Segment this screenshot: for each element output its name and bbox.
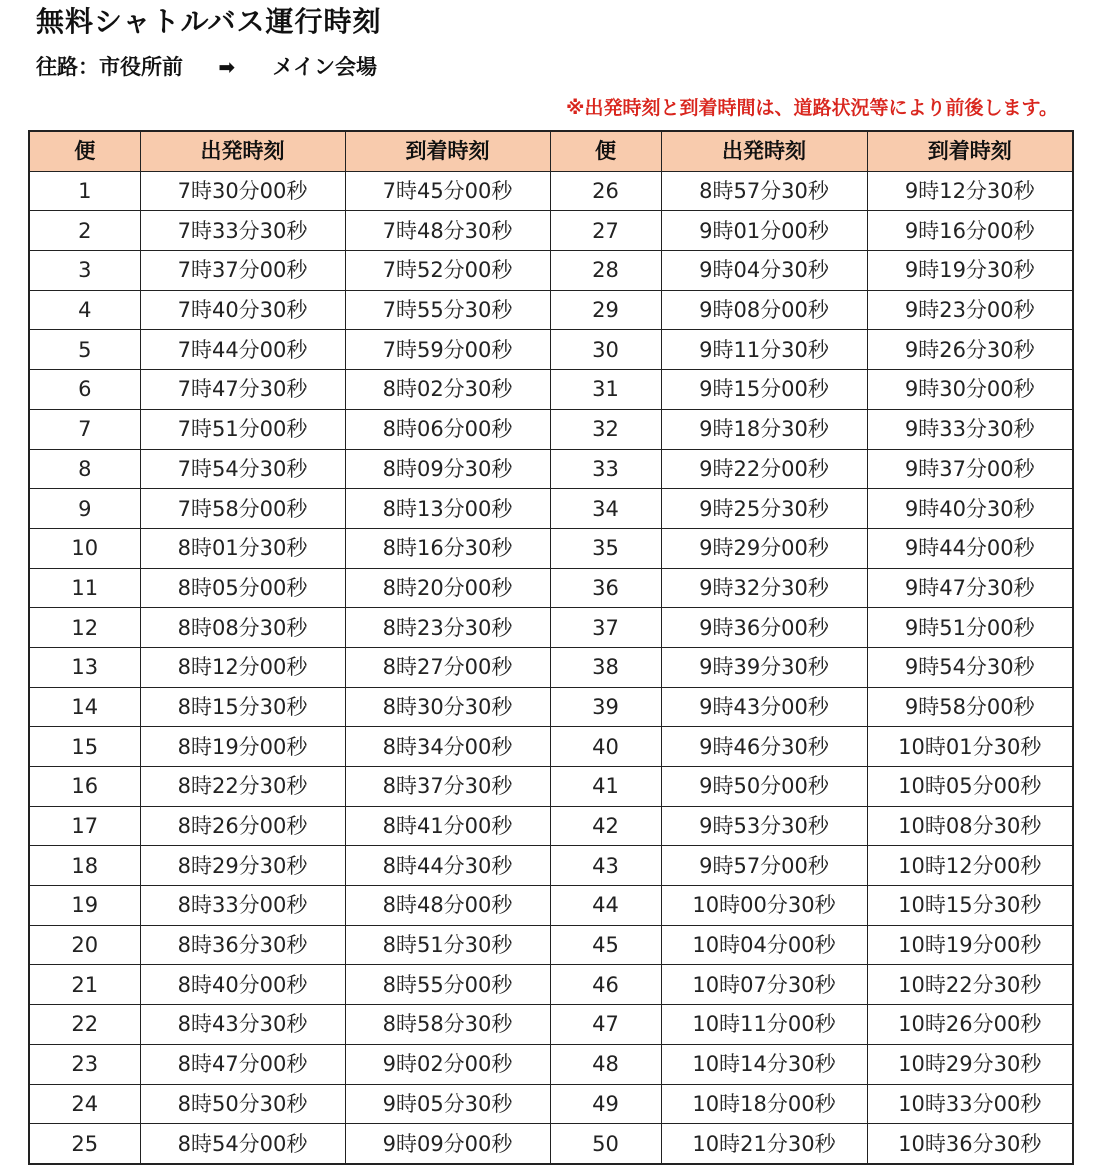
departure-time-cell: 9時46分30秒 [661,727,867,767]
arrival-time-cell: 9時40分30秒 [867,489,1073,529]
arrival-time-cell: 9時33分30秒 [867,409,1073,449]
departure-time-cell: 10時14分30秒 [661,1044,867,1084]
table-row [29,1084,1073,1124]
table-row [29,211,1073,251]
arrival-time-cell: 9時44分00秒 [867,528,1073,568]
trip-number-cell: 47 [550,1005,661,1045]
departure-time-cell: 8時54分00秒 [140,1124,345,1164]
arrival-time-cell: 9時54分30秒 [867,647,1073,687]
arrival-time-cell: 8時41分00秒 [345,806,550,846]
arrival-time-cell: 7時55分30秒 [345,290,550,330]
departure-time-cell: 10時18分00秒 [661,1084,867,1124]
trip-number-cell: 38 [550,647,661,687]
departure-time-cell: 9時11分30秒 [661,330,867,370]
table-row [29,1124,1073,1164]
arrival-time-cell: 8時44分30秒 [345,846,550,886]
arrival-time-cell: 8時30分30秒 [345,687,550,727]
arrival-time-cell: 9時19分30秒 [867,251,1073,291]
departure-time-cell: 7時51分00秒 [140,409,345,449]
trip-number-cell: 35 [550,528,661,568]
departure-time-cell: 7時40分30秒 [140,290,345,330]
departure-time-cell: 8時50分30秒 [140,1084,345,1124]
arrival-time-cell: 9時05分30秒 [345,1084,550,1124]
arrival-time-cell: 9時37分00秒 [867,449,1073,489]
page-title: 無料シャトルバス運行時刻 [36,5,382,38]
trip-number-cell: 3 [29,251,140,291]
trip-number-cell: 44 [550,886,661,926]
arrival-time-cell: 8時34分00秒 [345,727,550,767]
trip-number-cell: 8 [29,449,140,489]
table-row [29,1005,1073,1045]
departure-time-cell: 8時01分30秒 [140,528,345,568]
arrival-time-cell: 8時37分30秒 [345,767,550,807]
col-header-arrival: 到着時刻 [345,131,550,171]
table-row [29,846,1073,886]
arrival-time-cell: 9時58分00秒 [867,687,1073,727]
trip-number-cell: 31 [550,370,661,410]
departure-time-cell: 9時15分00秒 [661,370,867,410]
departure-time-cell: 9時43分00秒 [661,687,867,727]
departure-time-cell: 9時32分30秒 [661,568,867,608]
trip-number-cell: 32 [550,409,661,449]
col-header-trip-number: 便 [550,131,661,171]
table-row [29,925,1073,965]
arrival-time-cell: 10時33分00秒 [867,1084,1073,1124]
table-row [29,290,1073,330]
trip-number-cell: 34 [550,489,661,529]
trip-number-cell: 29 [550,290,661,330]
departure-time-cell: 8時29分30秒 [140,846,345,886]
departure-time-cell: 8時33分00秒 [140,886,345,926]
trip-number-cell: 27 [550,211,661,251]
trip-number-cell: 15 [29,727,140,767]
arrival-time-cell: 9時16分00秒 [867,211,1073,251]
arrival-time-cell: 9時02分00秒 [345,1044,550,1084]
trip-number-cell: 41 [550,767,661,807]
trip-number-cell: 42 [550,806,661,846]
table-row [29,370,1073,410]
arrival-time-cell: 8時51分30秒 [345,925,550,965]
arrival-time-cell: 10時26分00秒 [867,1005,1073,1045]
table-row [29,608,1073,648]
arrival-time-cell: 7時48分30秒 [345,211,550,251]
col-header-trip-number: 便 [29,131,140,171]
table-row [29,687,1073,727]
table-row [29,251,1073,291]
table-row [29,886,1073,926]
arrival-time-cell: 8時16分30秒 [345,528,550,568]
trip-number-cell: 43 [550,846,661,886]
notice-text: ※出発時刻と到着時間は、道路状況等により前後します。 [566,97,1058,119]
arrival-time-cell: 9時51分00秒 [867,608,1073,648]
departure-time-cell: 9時25分30秒 [661,489,867,529]
trip-number-cell: 46 [550,965,661,1005]
table-row [29,528,1073,568]
arrival-time-cell: 10時15分30秒 [867,886,1073,926]
departure-time-cell: 8時43分30秒 [140,1005,345,1045]
trip-number-cell: 17 [29,806,140,846]
arrival-time-cell: 9時12分30秒 [867,171,1073,211]
trip-number-cell: 10 [29,528,140,568]
route-destination: メイン会場 [272,55,377,79]
arrival-time-cell: 7時52分00秒 [345,251,550,291]
trip-number-cell: 28 [550,251,661,291]
departure-time-cell: 8時22分30秒 [140,767,345,807]
table-header-row [29,131,1073,171]
trip-number-cell: 5 [29,330,140,370]
trip-number-cell: 21 [29,965,140,1005]
arrival-time-cell: 7時45分00秒 [345,171,550,211]
table-row [29,727,1073,767]
arrival-time-cell: 8時27分00秒 [345,647,550,687]
departure-time-cell: 10時04分00秒 [661,925,867,965]
departure-time-cell: 7時47分30秒 [140,370,345,410]
departure-time-cell: 8時05分00秒 [140,568,345,608]
departure-time-cell: 9時08分00秒 [661,290,867,330]
departure-time-cell: 9時01分00秒 [661,211,867,251]
arrival-time-cell: 8時58分30秒 [345,1005,550,1045]
departure-time-cell: 8時57分30秒 [661,171,867,211]
arrival-time-cell: 7時59分00秒 [345,330,550,370]
departure-time-cell: 8時12分00秒 [140,647,345,687]
departure-time-cell: 9時50分00秒 [661,767,867,807]
departure-time-cell: 10時00分30秒 [661,886,867,926]
arrival-time-cell: 9時30分00秒 [867,370,1073,410]
table-row [29,1044,1073,1084]
departure-time-cell: 9時22分00秒 [661,449,867,489]
departure-time-cell: 7時30分00秒 [140,171,345,211]
departure-time-cell: 7時58分00秒 [140,489,345,529]
route-line [36,50,377,84]
trip-number-cell: 36 [550,568,661,608]
col-header-departure: 出発時刻 [140,131,345,171]
departure-time-cell: 8時15分30秒 [140,687,345,727]
table-row [29,489,1073,529]
arrival-time-cell: 9時26分30秒 [867,330,1073,370]
departure-time-cell: 8時19分00秒 [140,727,345,767]
departure-time-cell: 9時04分30秒 [661,251,867,291]
arrival-time-cell: 8時13分00秒 [345,489,550,529]
trip-number-cell: 18 [29,846,140,886]
trip-number-cell: 50 [550,1124,661,1164]
departure-time-cell: 9時39分30秒 [661,647,867,687]
arrival-time-cell: 8時02分30秒 [345,370,550,410]
arrival-time-cell: 8時48分00秒 [345,886,550,926]
departure-time-cell: 8時08分30秒 [140,608,345,648]
arrival-time-cell: 10時36分30秒 [867,1124,1073,1164]
departure-time-cell: 8時40分00秒 [140,965,345,1005]
trip-number-cell: 19 [29,886,140,926]
table-row [29,330,1073,370]
arrival-time-cell: 8時09分30秒 [345,449,550,489]
departure-time-cell: 7時54分30秒 [140,449,345,489]
departure-time-cell: 8時26分00秒 [140,806,345,846]
trip-number-cell: 48 [550,1044,661,1084]
arrival-time-cell: 10時22分30秒 [867,965,1073,1005]
arrival-time-cell: 10時08分30秒 [867,806,1073,846]
trip-number-cell: 30 [550,330,661,370]
table-row [29,568,1073,608]
departure-time-cell: 10時07分30秒 [661,965,867,1005]
arrival-time-cell: 10時12分00秒 [867,846,1073,886]
trip-number-cell: 13 [29,647,140,687]
table-row [29,647,1073,687]
trip-number-cell: 9 [29,489,140,529]
departure-time-cell: 10時21分30秒 [661,1124,867,1164]
right-arrow-icon: ➡ [218,55,236,79]
trip-number-cell: 12 [29,608,140,648]
col-header-arrival: 到着時刻 [867,131,1073,171]
arrival-time-cell: 9時09分00秒 [345,1124,550,1164]
arrival-time-cell: 10時29分30秒 [867,1044,1073,1084]
trip-number-cell: 39 [550,687,661,727]
trip-number-cell: 23 [29,1044,140,1084]
trip-number-cell: 14 [29,687,140,727]
trip-number-cell: 24 [29,1084,140,1124]
route-origin-label: 往路：市役所前 [36,55,183,79]
trip-number-cell: 33 [550,449,661,489]
arrival-time-cell: 10時01分30秒 [867,727,1073,767]
table-row [29,171,1073,211]
arrival-time-cell: 9時47分30秒 [867,568,1073,608]
trip-number-cell: 1 [29,171,140,211]
arrival-time-cell: 8時23分30秒 [345,608,550,648]
table-row [29,806,1073,846]
arrival-time-cell: 10時05分00秒 [867,767,1073,807]
trip-number-cell: 20 [29,925,140,965]
trip-number-cell: 16 [29,767,140,807]
arrival-time-cell: 10時19分00秒 [867,925,1073,965]
trip-number-cell: 49 [550,1084,661,1124]
trip-number-cell: 7 [29,409,140,449]
trip-number-cell: 45 [550,925,661,965]
trip-number-cell: 4 [29,290,140,330]
arrival-time-cell: 9時23分00秒 [867,290,1073,330]
trip-number-cell: 6 [29,370,140,410]
timetable-body [29,171,1073,1164]
departure-time-cell: 7時44分00秒 [140,330,345,370]
arrival-time-cell: 8時06分00秒 [345,409,550,449]
departure-time-cell: 7時37分00秒 [140,251,345,291]
arrival-time-cell: 8時55分00秒 [345,965,550,1005]
arrival-time-cell: 8時20分00秒 [345,568,550,608]
departure-time-cell: 9時53分30秒 [661,806,867,846]
trip-number-cell: 37 [550,608,661,648]
table-row [29,965,1073,1005]
trip-number-cell: 26 [550,171,661,211]
departure-time-cell: 9時18分30秒 [661,409,867,449]
col-header-departure: 出発時刻 [661,131,867,171]
trip-number-cell: 40 [550,727,661,767]
timetable [28,130,1074,1165]
table-row [29,409,1073,449]
departure-time-cell: 9時57分00秒 [661,846,867,886]
departure-time-cell: 10時11分00秒 [661,1005,867,1045]
table-row [29,767,1073,807]
departure-time-cell: 9時29分00秒 [661,528,867,568]
departure-time-cell: 8時36分30秒 [140,925,345,965]
departure-time-cell: 9時36分00秒 [661,608,867,648]
departure-time-cell: 8時47分00秒 [140,1044,345,1084]
trip-number-cell: 2 [29,211,140,251]
table-row [29,449,1073,489]
trip-number-cell: 22 [29,1005,140,1045]
trip-number-cell: 25 [29,1124,140,1164]
departure-time-cell: 7時33分30秒 [140,211,345,251]
trip-number-cell: 11 [29,568,140,608]
